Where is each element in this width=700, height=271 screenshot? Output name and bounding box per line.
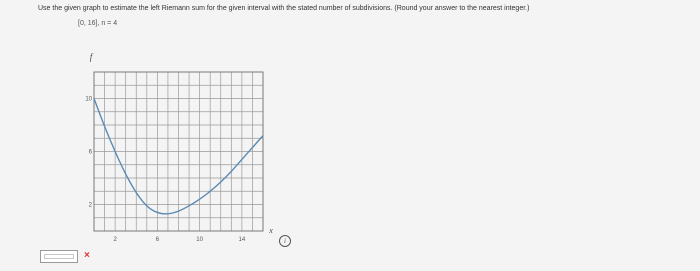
x-tick-label: 6 [155,237,160,243]
graph-grid [94,72,263,231]
answer-input[interactable] [40,250,78,263]
y-tick-label: 2 [88,202,92,209]
graph-ticks [85,97,246,244]
x-tick-label: 10 [196,237,203,243]
function-graph [0,0,300,250]
x-tick-label: 14 [238,237,246,243]
y-tick-label: 10 [85,96,92,103]
interval-text: [0, 16], n = 4 [78,20,118,27]
incorrect-icon: × [84,250,90,261]
question-instructions: Use the given graph to estimate the left Riemann sum for the given interval with the stated number of subdivisions. (Round your answer to the nearest integer.) [38,5,530,12]
x-axis-label: x [269,226,273,235]
y-axis-label: f [89,52,93,62]
x-tick-label: 2 [113,237,117,243]
info-icon[interactable]: i [279,235,291,247]
y-tick-label: 6 [88,149,92,156]
